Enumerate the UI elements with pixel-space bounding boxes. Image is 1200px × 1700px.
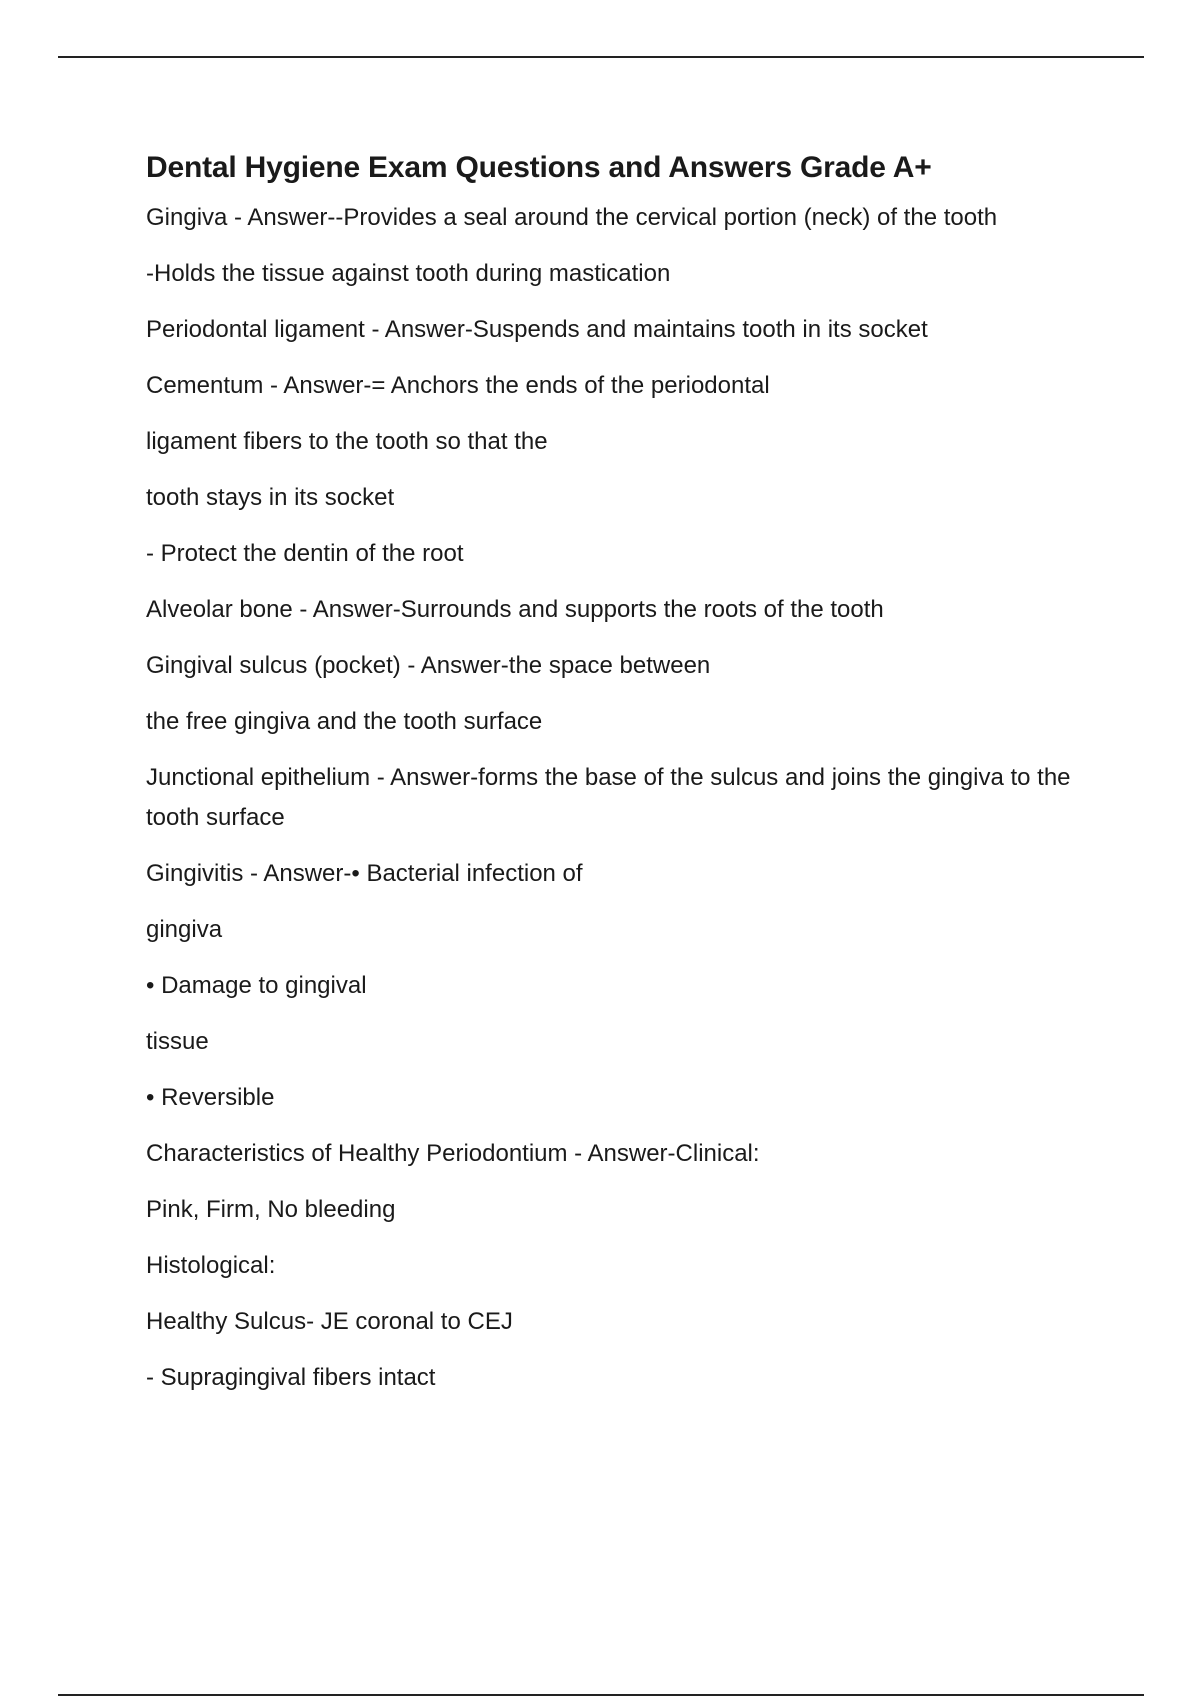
text-line: Histological: — [146, 1252, 276, 1279]
text-line: - Protect the dentin of the root — [146, 540, 464, 567]
qa-list — [146, 198, 1086, 1398]
text-line: gingiva — [146, 916, 223, 943]
text-line: Characteristics of Healthy Periodontium - Answer-Clinical: — [146, 1140, 760, 1167]
text-line: -Holds the tissue against tooth during mastication — [146, 260, 671, 287]
text-line: - Supragingival fibers intact — [146, 1364, 436, 1391]
document-body — [146, 146, 1086, 1414]
text-line: Alveolar bone - Answer-Surrounds and supports the roots of the tooth — [146, 596, 884, 623]
text-line: Periodontal ligament - Answer-Suspends and maintains tooth in its socket — [146, 316, 928, 343]
text-line: Cementum - Answer-= Anchors the ends of the periodontal — [146, 372, 770, 399]
text-line: ligament fibers to the tooth so that the — [146, 428, 548, 455]
text-line: Junctional epithelium - Answer-forms the base of the sulcus and joins the gingiva to the tooth surface — [146, 764, 1071, 831]
text-line: Gingival sulcus (pocket) - Answer-the space between — [146, 652, 711, 679]
footer-rule — [58, 1694, 1144, 1696]
text-line: Gingivitis - Answer-• Bacterial infection of — [146, 860, 583, 887]
text-line: • Reversible — [146, 1084, 275, 1111]
text-line: Healthy Sulcus- JE coronal to CEJ — [146, 1308, 513, 1335]
text-line: Gingiva - Answer--Provides a seal around the cervical portion (neck) of the tooth — [146, 204, 998, 231]
text-line: Pink, Firm, No bleeding — [146, 1196, 396, 1223]
text-line: the free gingiva and the tooth surface — [146, 708, 543, 735]
text-line: tissue — [146, 1028, 209, 1055]
text-line: tooth stays in its socket — [146, 484, 395, 511]
header-rule — [58, 56, 1144, 58]
text-line: • Damage to gingival — [146, 972, 367, 999]
document-title: Dental Hygiene Exam Questions and Answers Grade A+ — [146, 151, 932, 184]
